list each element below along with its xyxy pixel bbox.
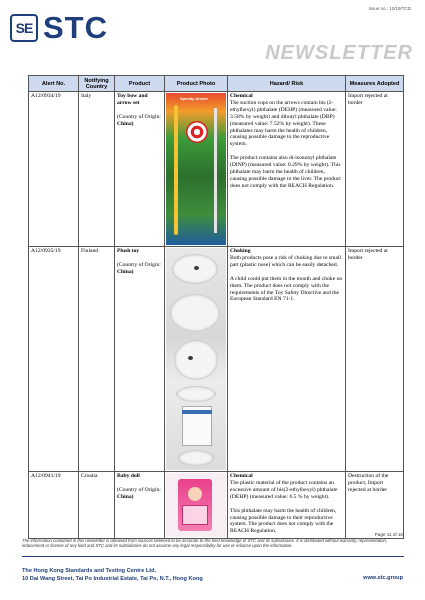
stc-logo — [10, 10, 108, 45]
origin-country: China) — [117, 120, 134, 127]
stc-logo-mark — [10, 14, 38, 42]
hazard-cell — [228, 247, 346, 472]
alert-number: A12/0935/19 — [29, 247, 79, 472]
toy-bow-photo: Speedy Archer — [166, 93, 226, 245]
logo-text: STC — [43, 10, 108, 45]
column-header-product: Product — [115, 76, 165, 92]
notifying-country: Croatia — [79, 472, 115, 539]
hazard-type: Chemical — [230, 473, 253, 479]
hazard-description: The plastic material of the product contains an excessive amount of bis(2-ethylhexyl) phthalate (DEHP) (measured value: 6.5 % by weight). — [230, 479, 338, 500]
hazard-description: The suction cups on the arrows contain bis (2-ethylhexyl) phthalate (DEHP) (measured value: 3.58% by weight) and dibutyl phthalate (DBP) (measured value: 7.52% by weight). These phthalates may harm the health of children, causing possible damage to the reproductive system. — [230, 99, 337, 148]
issue-number: Issue no.: 12/19/TCD — [368, 6, 411, 11]
alert-number: A12/0941/19 — [29, 472, 79, 539]
hazard-description: A child could put them in the mouth and choke on them. The product does not comply with the requirements of the Toy Safety Directive and the European Standard EN 71-1. — [230, 275, 343, 303]
baby-doll-photo — [166, 473, 226, 537]
product-cell — [115, 92, 165, 247]
page-number: Page 11 of 16 — [374, 532, 403, 537]
plush-toy-photo — [166, 248, 226, 470]
photo-cell — [165, 472, 228, 539]
notifying-country: Finland — [79, 247, 115, 472]
table-row — [29, 247, 404, 472]
photo-cell — [165, 92, 228, 247]
hazard-cell — [228, 92, 346, 247]
website-link[interactable]: www.stc.group — [363, 575, 403, 581]
notifying-country: Italy — [79, 92, 115, 247]
company-block — [22, 567, 203, 583]
hazard-description: Both products pose a risk of choking due to small part (plastic nose) which can be easily detached. — [230, 254, 342, 268]
column-header-alert-no: Alert No. — [29, 76, 79, 92]
footer-divider — [22, 556, 404, 557]
origin-country: China) — [117, 493, 134, 500]
origin-country: China) — [117, 268, 134, 275]
product-cell — [115, 247, 165, 472]
product-cell — [115, 472, 165, 539]
alert-number: A12/0934/19 — [29, 92, 79, 247]
column-header-measures: Measures Adopted — [346, 76, 404, 92]
newsletter-title: NEWSLETTER — [265, 42, 413, 64]
hazard-type: Chemical — [230, 93, 253, 99]
disclaimer: The information contained in this newsletter is obtained from sources believed to be accurate to the best knowledge of STC and its subsidiaries. It is distributed without warranty, representation, inducement or license of any kind and STC and its subsidiaries do not assume any legal responsibility for use or reliance upon the information. — [22, 538, 388, 549]
measures-adopted: Import rejected at border — [346, 92, 404, 247]
measures-adopted: Destruction of the product, Import rejected at border — [346, 472, 404, 539]
hazard-description: This phthalate may harm the health of children, causing possible damage to their reproductive system. The product does not comply with the REACH Regulation. — [230, 507, 337, 535]
measures-adopted: Import rejected at border — [346, 247, 404, 472]
product-name: Toy bow and arrow set — [117, 93, 148, 106]
alerts-table — [28, 75, 404, 539]
column-header-country: Notifying Country — [79, 76, 115, 92]
origin-label: (Country of Origin: — [117, 113, 161, 120]
origin-label: (Country of Origin: — [117, 486, 161, 493]
origin-label: (Country of Origin: — [117, 261, 161, 268]
column-header-hazard: Hazard/ Risk — [228, 76, 346, 92]
hazard-type: Choking — [230, 248, 251, 254]
hazard-description: The product contains also di-isononyl phthalate (DINP) (measured value: 0.29% by weight). This phthalate may harm the health of children, causing possible damage to the liver. The product does not comply with the REACH Regulation. — [230, 155, 341, 189]
table-row — [29, 92, 404, 247]
logo-mark-text: SE — [15, 20, 33, 36]
product-name: Baby doll — [117, 473, 140, 479]
table-row — [29, 472, 404, 539]
column-header-photo: Product Photo — [165, 76, 228, 92]
product-name: Plush toy — [117, 248, 140, 254]
table-header-row — [29, 76, 404, 92]
company-name: The Hong Kong Standards and Testing Centre Ltd. — [22, 568, 157, 574]
hazard-cell — [228, 472, 346, 539]
photo-cell — [165, 247, 228, 472]
company-address: 10 Dai Wang Street, Tai Po Industrial Estate, Tai Po, N.T., Hong Kong — [22, 576, 203, 582]
